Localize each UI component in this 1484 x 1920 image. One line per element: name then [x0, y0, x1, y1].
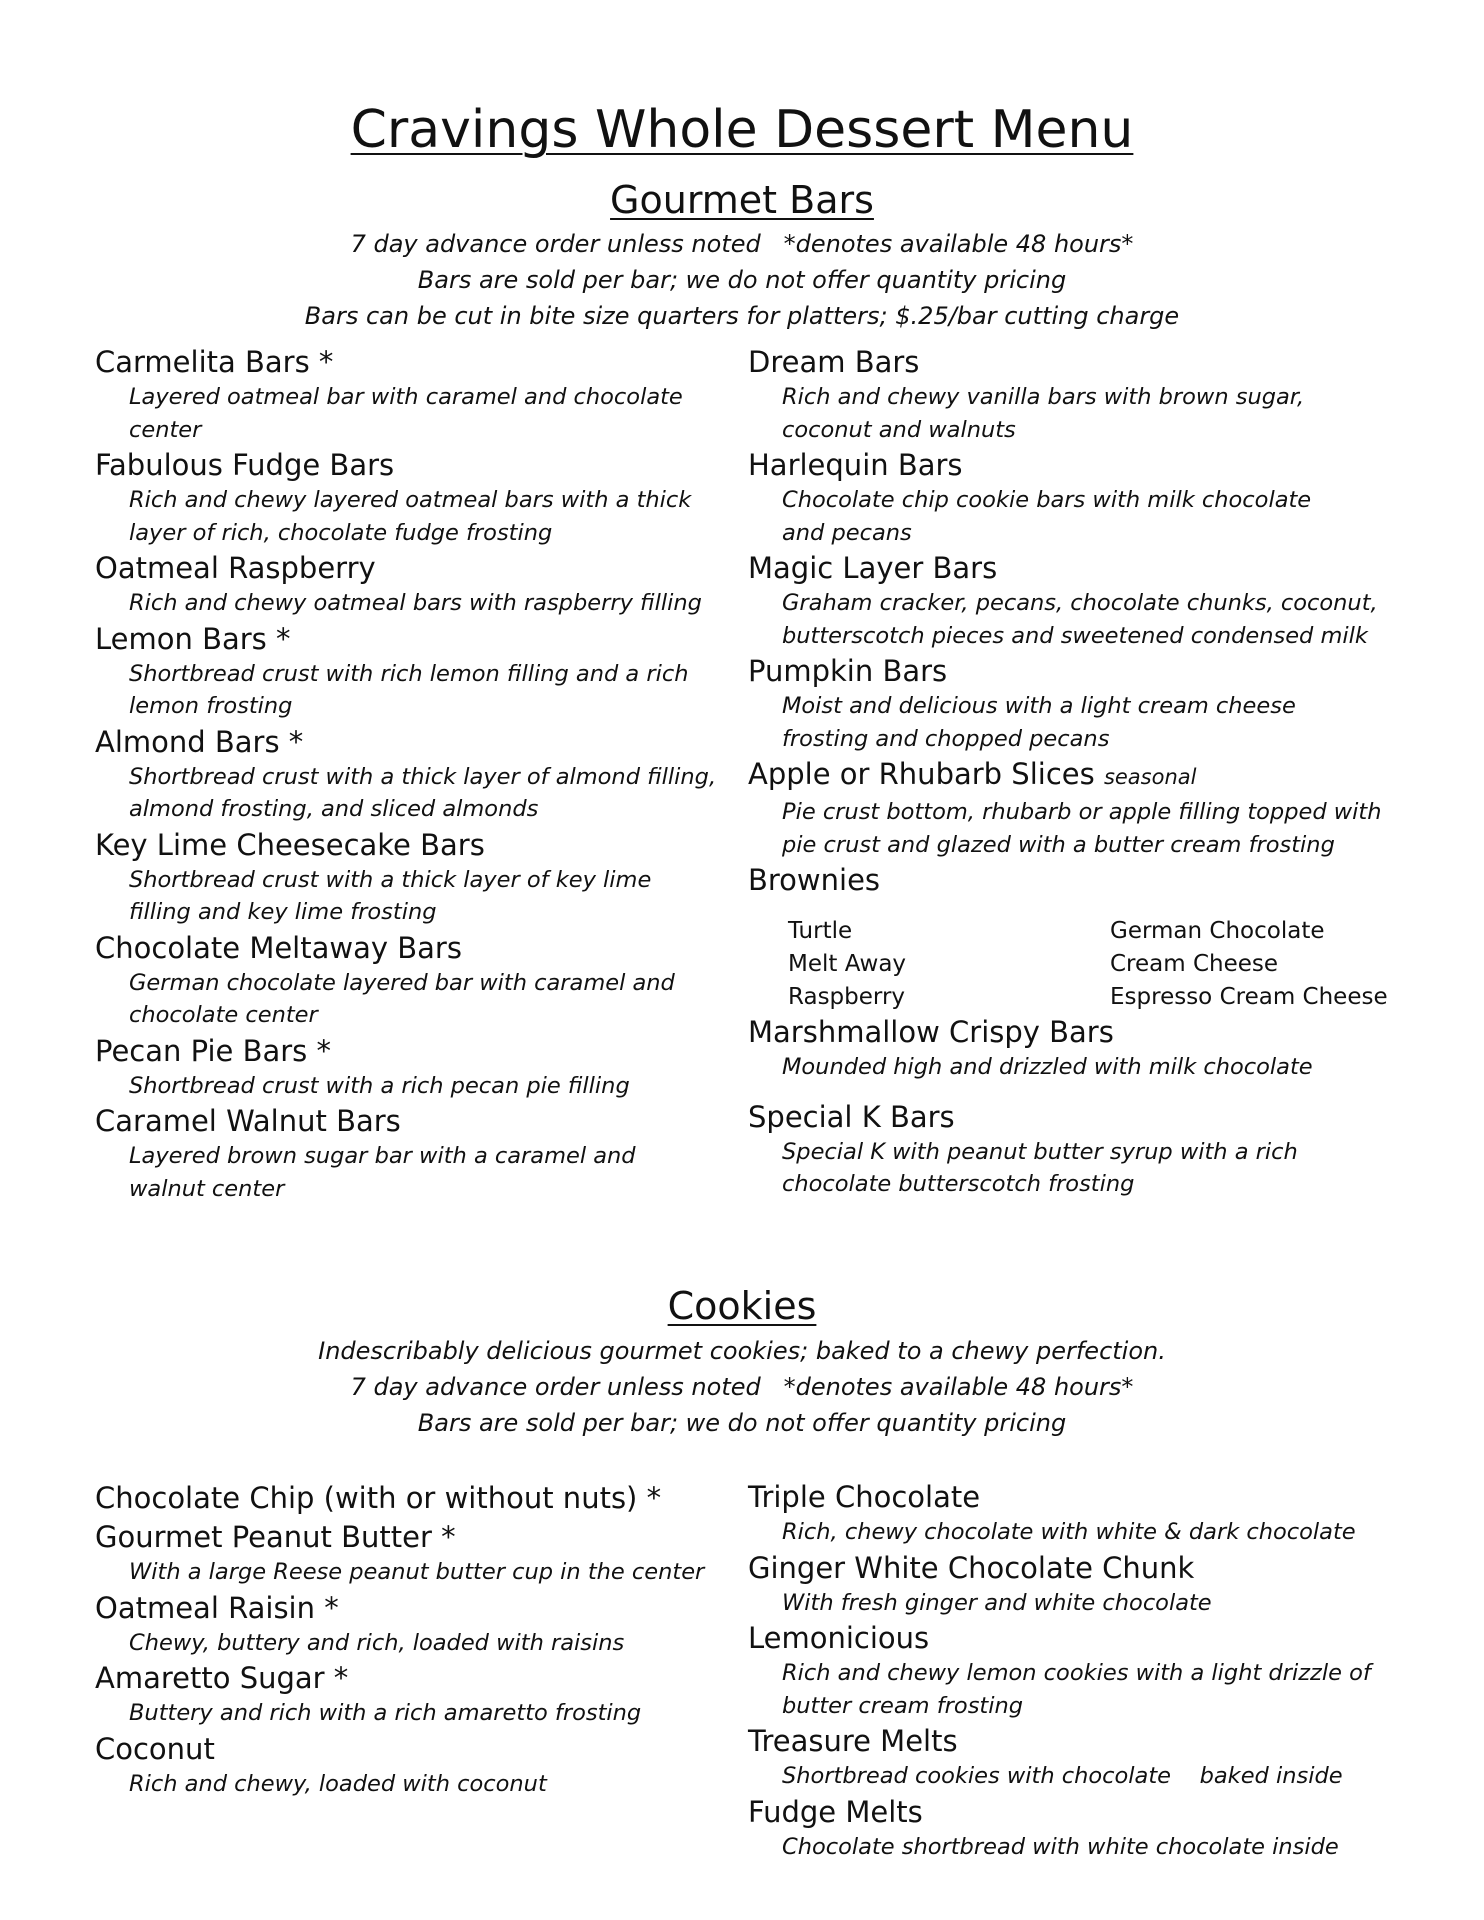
item-description: Rich, chewy chocolate with white & dark chocolate [782, 1519, 1356, 1545]
item-name: Gourmet Peanut Butter * [95, 1520, 456, 1554]
menu-item [748, 652, 1408, 755]
seasonal-tag: seasonal [1103, 765, 1197, 789]
item-description: Rich and chewy lemon cookies with a light drizzle of butter cream frosting [782, 1660, 1371, 1719]
menu-item [95, 1518, 735, 1589]
item-name: Carmelita Bars * [95, 345, 334, 379]
bars-left-column [95, 343, 735, 1205]
item-description: Layered oatmeal bar with caramel and chocolate center [129, 384, 683, 443]
item-name: Key Lime Cheesecake Bars [95, 827, 485, 862]
menu-item [748, 755, 1408, 861]
item-name: Amaretto Sugar * [95, 1661, 349, 1695]
item-description: Shortbread crust with a thick layer of key lime filling and key lime frosting [129, 866, 652, 925]
item-name: Lemon Bars * [95, 621, 291, 656]
item-name: Ginger White Chocolate Chunk [748, 1550, 1195, 1585]
item-name: Almond Bars * [95, 724, 304, 759]
brownie-variety: Turtle [788, 918, 853, 944]
item-description: Layered brown sugar bar with a caramel and walnut center [129, 1143, 636, 1202]
item-description: Chocolate shortbread with white chocolate inside [782, 1833, 1339, 1860]
item-name [748, 755, 1408, 796]
menu-item [748, 1098, 1408, 1201]
item-name: Lemonicious [748, 1621, 930, 1655]
menu-item [95, 1589, 735, 1660]
menu-item [95, 1032, 735, 1103]
menu-item [95, 446, 735, 549]
item-name: Special K Bars [748, 1099, 955, 1134]
menu-item [748, 1549, 1408, 1620]
menu-item [95, 343, 735, 446]
bars-right-column [748, 343, 1408, 1201]
menu-item [748, 1013, 1408, 1084]
bars-note: 7 day advance order unless noted *denotes available 48 hours* [350, 230, 1134, 258]
item-description: Special K with peanut butter syrup with a rich chocolate butterscotch frosting [782, 1138, 1298, 1197]
menu-item [95, 723, 735, 826]
menu-item [748, 549, 1408, 652]
brownies-item [748, 861, 1408, 1013]
menu-item [748, 343, 1408, 446]
item-description: Buttery and rich with a rich amaretto frosting [129, 1700, 642, 1726]
item-name: Oatmeal Raspberry [95, 551, 376, 585]
item-name: Dream Bars [748, 345, 920, 379]
item-name: Pumpkin Bars [748, 654, 948, 688]
item-name: Harlequin Bars [748, 448, 963, 482]
item-description: Rich and chewy oatmeal bars with raspberry filling [129, 590, 702, 616]
brownie-variety: Raspberry [788, 984, 906, 1010]
item-name: Chocolate Meltaway Bars [95, 930, 462, 965]
brownie-variety: Cream Cheese [1110, 951, 1279, 977]
brownie-list [748, 915, 1408, 1013]
menu-item [748, 1722, 1408, 1793]
item-name: Pecan Pie Bars * [95, 1033, 331, 1068]
cookies-note: Bars are sold per bar; we do not offer quantity pricing [417, 1409, 1067, 1437]
menu-item [748, 446, 1408, 549]
item-name: Marshmallow Crispy Bars [748, 1015, 1114, 1049]
menu-item [748, 1619, 1408, 1722]
item-description: Shortbread cookies with chocolate baked inside [782, 1763, 1343, 1789]
item-name: Treasure Melts [748, 1724, 958, 1758]
menu-item [95, 1478, 735, 1518]
menu-item [95, 929, 735, 1032]
item-description: Mounded high and drizzled with milk chocolate [782, 1054, 1313, 1080]
item-name: Caramel Walnut Bars [95, 1104, 401, 1138]
cookies-heading: Cookies [667, 1284, 817, 1328]
item-name: Fabulous Fudge Bars [95, 448, 395, 482]
item-description: Chewy, buttery and rich, loaded with raisins [129, 1629, 625, 1656]
item-description: Rich and chewy vanilla bars with brown sugar, coconut and walnuts [782, 384, 1305, 443]
brownie-variety: Melt Away [788, 951, 907, 977]
item-description: German chocolate layered bar with caramel and chocolate center [129, 969, 675, 1028]
item-description: Shortbread crust with a rich pecan pie filling [129, 1072, 630, 1099]
brownie-variety: Espresso Cream Cheese [1110, 984, 1388, 1010]
menu-item [748, 1793, 1408, 1864]
item-name: Fudge Melts [748, 1794, 923, 1829]
cookies-right-column [748, 1478, 1408, 1863]
item-description: With a large Reese peanut butter cup in the center [129, 1559, 705, 1585]
cookies-note: Indescribably delicious gourmet cookies; baked to a chewy perfection. [318, 1337, 1166, 1365]
brownie-variety: German Chocolate [1110, 918, 1325, 944]
item-description: Shortbread crust with a thick layer of almond filling, almond frosting, and sliced almonds [129, 763, 717, 822]
item-description: Rich and chewy, loaded with coconut [129, 1770, 547, 1797]
menu-item [95, 620, 735, 723]
menu-item [95, 1659, 735, 1730]
menu-item [748, 1478, 1408, 1549]
item-description: Moist and delicious with a light cream cheese frosting and chopped pecans [782, 693, 1296, 752]
menu-item [95, 826, 735, 929]
bars-heading: Gourmet Bars [610, 178, 874, 222]
item-name: Brownies [748, 863, 881, 897]
item-name-text: Apple or Rhubarb Slices [748, 757, 1095, 791]
bars-note: Bars are sold per bar; we do not offer quantity pricing [417, 266, 1067, 294]
item-description: Chocolate chip cookie bars with milk chocolate and pecans [782, 487, 1312, 546]
item-name: Magic Layer Bars [748, 551, 998, 585]
cookies-notes [0, 1333, 1484, 1441]
menu-title: Cravings Whole Dessert Menu [350, 100, 1134, 160]
item-description: Pie crust bottom, rhubarb or apple filling topped with pie crust and glazed with a butter cream frosting [782, 799, 1382, 858]
item-name: Triple Chocolate [748, 1480, 981, 1514]
bars-note: Bars can be cut in bite size quarters for platters; $.25/bar cutting charge [304, 302, 1180, 330]
menu-item [95, 1102, 735, 1205]
menu-item [95, 549, 735, 620]
bars-notes [0, 226, 1484, 334]
cookies-left-column [95, 1478, 735, 1800]
item-description: Graham cracker, pecans, chocolate chunks, coconut, butterscotch pieces and sweetened condensed milk [782, 590, 1378, 649]
item-name: Chocolate Chip (with or without nuts) * [95, 1481, 662, 1515]
item-description: With fresh ginger and white chocolate [782, 1589, 1212, 1616]
item-name: Oatmeal Raisin * [95, 1590, 339, 1625]
item-description: Shortbread crust with rich lemon filling and a rich lemon frosting [129, 660, 689, 719]
cookies-note: 7 day advance order unless noted *denotes available 48 hours* [350, 1373, 1134, 1401]
item-description: Rich and chewy layered oatmeal bars with a thick layer of rich, chocolate fudge frosting [129, 487, 692, 546]
menu-item [95, 1730, 735, 1801]
item-name: Coconut [95, 1731, 215, 1766]
